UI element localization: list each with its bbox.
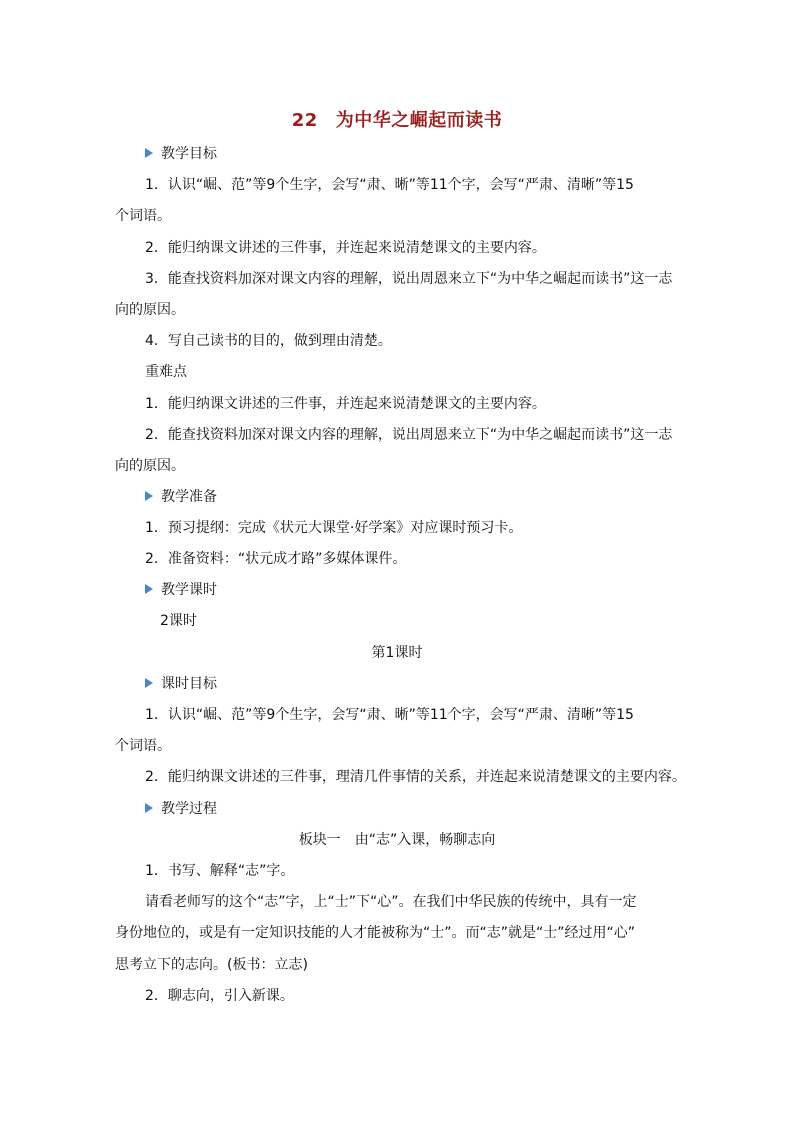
key-points-heading: 重难点 [145,364,187,380]
section-process-heading: 教学过程 [161,801,217,817]
preparation-2: 2．准备资料：“状元成才路”多媒体课件。 [145,551,407,567]
section-preparation [145,487,217,507]
section-lesson-objectives-heading: 课时目标 [161,676,217,692]
triangle-bullet-icon [145,148,153,158]
section-lesson-objectives [145,674,217,694]
objective-2: 2．能归纳课文讲述的三件事，并连起来说清楚课文的主要内容。 [145,240,546,256]
section-preparation-heading: 教学准备 [161,489,217,505]
process-paragraph-1-line-3: 思考立下的志向。(板书：立志) [115,957,308,973]
section-process [145,799,217,819]
section-periods [145,580,217,600]
section-periods-heading: 教学课时 [161,582,217,598]
lesson-objective-2: 2．能归纳课文讲述的三件事，理清几件事情的关系，并连起来说清楚课文的主要内容。 [145,769,686,785]
triangle-bullet-icon [145,803,153,813]
lesson-objective-1-line-2: 个词语。 [115,738,171,754]
key-point-2-line-1: 2．能查找资料加深对课文内容的理解，说出周恩来立下“为中华之崛起而读书”这一志 [145,427,673,443]
section-objectives-heading: 教学目标 [161,146,217,162]
triangle-bullet-icon [145,584,153,594]
objective-1-line-2: 个词语。 [115,208,171,224]
preparation-1: 1．预习提纲：完成《状元大课堂·好学案》对应课时预习卡。 [145,520,523,536]
key-point-1: 1．能归纳课文讲述的三件事，并连起来说清楚课文的主要内容。 [145,396,546,412]
section-objectives [145,144,217,164]
objective-4: 4．写自己读书的目的，做到理由清楚。 [145,333,392,349]
objective-3-line-1: 3．能查找资料加深对课文内容的理解，说出周恩来立下“为中华之崛起而读书”这一志 [145,271,673,287]
lesson-1-heading: 第1课时 [371,645,423,661]
triangle-bullet-icon [145,678,153,688]
process-paragraph-1-line-2: 身份地位的，或是有一定知识技能的人才能被称为“士”。而“志”就是“士”经过用“心” [115,925,636,941]
lesson-title-text: 为中华之崛起而读书 [335,110,503,131]
objective-3-line-2: 向的原因。 [115,302,185,318]
process-step-2: 2．聊志向，引入新课。 [145,988,294,1004]
lesson-objective-1-line-1: 1．认识“崛、范”等9个生字，会写“肃、晰”等11个字，会写“严肃、清晰”等15 [145,707,634,723]
periods-value: 2课时 [160,613,197,629]
lesson-title [0,106,794,132]
key-point-2-line-2: 向的原因。 [115,458,185,474]
triangle-bullet-icon [145,491,153,501]
block-1-heading: 板块一 由“志”入课，畅聊志向 [298,832,496,848]
objective-1-line-1: 1．认识“崛、范”等9个生字，会写“肃、晰”等11个字，会写“严肃、清晰”等15 [145,177,634,193]
lesson-number: 22 [291,110,318,131]
process-paragraph-1-line-1: 请看老师写的这个“志”字，上“士”下“心”。在我们中华民族的传统中，具有一定 [145,894,637,910]
process-step-1: 1．书写、解释“志”字。 [145,863,295,879]
